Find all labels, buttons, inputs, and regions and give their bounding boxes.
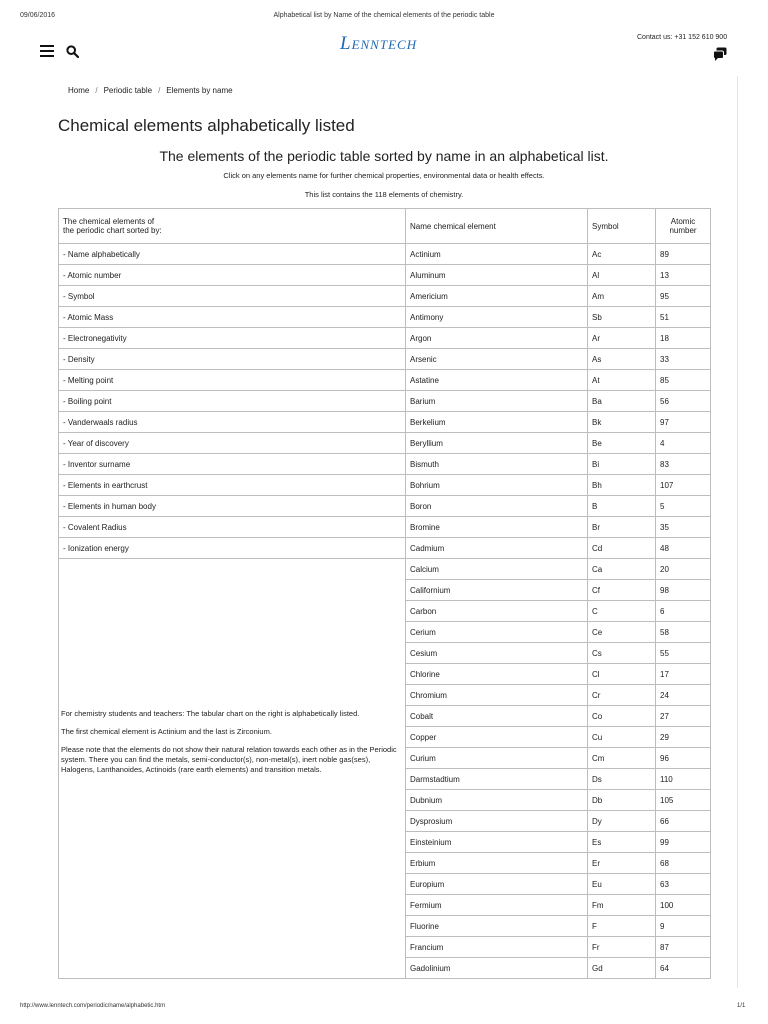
element-name-link[interactable]: Francium xyxy=(406,937,588,958)
sort-option-link[interactable]: - Elements in human body xyxy=(59,496,406,517)
table-row xyxy=(59,244,711,265)
print-title: Alphabetical list by Name of the chemical elements of the periodic table xyxy=(273,12,495,19)
element-symbol: At xyxy=(588,370,656,391)
element-atomic-number: 95 xyxy=(656,286,711,307)
element-name-link[interactable]: Bromine xyxy=(406,517,588,538)
sort-option-link[interactable]: - Elements in earthcrust xyxy=(59,475,406,496)
elements-table xyxy=(58,208,711,979)
table-row xyxy=(59,454,711,475)
table-row xyxy=(59,286,711,307)
element-symbol: Ce xyxy=(588,622,656,643)
element-name-link[interactable]: Dysprosium xyxy=(406,811,588,832)
intro-note: Click on any elements name for further chemical properties, environmental data or health effects. xyxy=(223,171,545,180)
breadcrumb: Home / Periodic table / Elements by name xyxy=(68,86,233,95)
element-atomic-number: 51 xyxy=(656,307,711,328)
element-name-link[interactable]: Beryllium xyxy=(406,433,588,454)
element-atomic-number: 98 xyxy=(656,580,711,601)
element-atomic-number: 105 xyxy=(656,790,711,811)
element-symbol: Co xyxy=(588,706,656,727)
element-atomic-number: 63 xyxy=(656,874,711,895)
element-name-link[interactable]: Fermium xyxy=(406,895,588,916)
sort-option-link[interactable]: - Density xyxy=(59,349,406,370)
page-title: Chemical elements alphabetically listed xyxy=(58,116,355,135)
element-symbol: Sb xyxy=(588,307,656,328)
element-name-link[interactable]: Boron xyxy=(406,496,588,517)
table-row xyxy=(59,412,711,433)
element-symbol: Ds xyxy=(588,769,656,790)
element-atomic-number: 64 xyxy=(656,958,711,979)
element-symbol: Be xyxy=(588,433,656,454)
table-row xyxy=(59,349,711,370)
symbol-column-header: Symbol xyxy=(588,209,656,244)
sort-option-link[interactable]: - Ionization energy xyxy=(59,538,406,559)
element-name-link[interactable]: Einsteinium xyxy=(406,832,588,853)
sort-option-link[interactable]: - Boiling point xyxy=(59,391,406,412)
element-atomic-number: 68 xyxy=(656,853,711,874)
table-row xyxy=(59,559,711,580)
sort-option-link[interactable]: - Vanderwaals radius xyxy=(59,412,406,433)
element-name-link[interactable]: Chromium xyxy=(406,685,588,706)
element-name-link[interactable]: Americium xyxy=(406,286,588,307)
element-symbol: Fr xyxy=(588,937,656,958)
sort-option-link[interactable]: - Year of discovery xyxy=(59,433,406,454)
element-symbol: Bi xyxy=(588,454,656,475)
element-symbol: Ca xyxy=(588,559,656,580)
element-atomic-number: 20 xyxy=(656,559,711,580)
element-name-link[interactable]: Curium xyxy=(406,748,588,769)
element-symbol: Ac xyxy=(588,244,656,265)
element-atomic-number: 35 xyxy=(656,517,711,538)
element-symbol: Bh xyxy=(588,475,656,496)
element-name-link[interactable]: Chlorine xyxy=(406,664,588,685)
element-symbol: C xyxy=(588,601,656,622)
element-name-link[interactable]: Dubnium xyxy=(406,790,588,811)
element-name-link[interactable]: Fluorine xyxy=(406,916,588,937)
element-symbol: Cf xyxy=(588,580,656,601)
element-atomic-number: 6 xyxy=(656,601,711,622)
footer-page-number: 1/1 xyxy=(737,1003,746,1009)
table-row xyxy=(59,265,711,286)
element-atomic-number: 55 xyxy=(656,643,711,664)
table-row xyxy=(59,370,711,391)
table-row xyxy=(59,433,711,454)
footer-url: http://www.lenntech.com/periodic/name/alphabetic.htm xyxy=(20,1003,166,1009)
element-symbol: Eu xyxy=(588,874,656,895)
element-atomic-number: 107 xyxy=(656,475,711,496)
element-symbol: Gd xyxy=(588,958,656,979)
element-symbol: Cr xyxy=(588,685,656,706)
element-atomic-number: 96 xyxy=(656,748,711,769)
sort-option-link[interactable]: - Symbol xyxy=(59,286,406,307)
sort-option-link[interactable]: - Melting point xyxy=(59,370,406,391)
element-symbol: Cm xyxy=(588,748,656,769)
element-name-link[interactable]: Antimony xyxy=(406,307,588,328)
element-symbol: Cu xyxy=(588,727,656,748)
element-symbol: Cd xyxy=(588,538,656,559)
element-atomic-number: 27 xyxy=(656,706,711,727)
sort-option-link[interactable]: - Inventor surname xyxy=(59,454,406,475)
element-symbol: Ba xyxy=(588,391,656,412)
breadcrumb-periodic-table[interactable]: Periodic table xyxy=(103,86,153,95)
sort-option-link[interactable]: - Covalent Radius xyxy=(59,517,406,538)
table-header-row xyxy=(59,209,711,244)
element-name-link[interactable]: Cadmium xyxy=(406,538,588,559)
element-count-note: This list contains the 118 elements of chemistry. xyxy=(304,190,464,199)
element-atomic-number: 4 xyxy=(656,433,711,454)
element-atomic-number: 58 xyxy=(656,622,711,643)
print-header xyxy=(0,12,768,22)
element-symbol: Db xyxy=(588,790,656,811)
element-name-link[interactable]: Cesium xyxy=(406,643,588,664)
table-row xyxy=(59,496,711,517)
element-symbol: Am xyxy=(588,286,656,307)
element-atomic-number: 17 xyxy=(656,664,711,685)
element-name-link[interactable]: Californium xyxy=(406,580,588,601)
element-atomic-number: 83 xyxy=(656,454,711,475)
element-symbol: Fm xyxy=(588,895,656,916)
print-date: 09/06/2016 xyxy=(20,12,56,19)
description-paragraph: For chemistry students and teachers: The tabular chart on the right is alphabetically listed. xyxy=(61,709,360,718)
element-symbol: Br xyxy=(588,517,656,538)
element-atomic-number: 13 xyxy=(656,265,711,286)
table-row xyxy=(59,391,711,412)
element-atomic-number: 100 xyxy=(656,895,711,916)
element-atomic-number: 24 xyxy=(656,685,711,706)
element-atomic-number: 29 xyxy=(656,727,711,748)
element-name-link[interactable]: Europium xyxy=(406,874,588,895)
element-name-link[interactable]: Bohrium xyxy=(406,475,588,496)
element-name-link[interactable]: Actinium xyxy=(406,244,588,265)
contact-phone[interactable]: Contact us: +31 152 610 900 xyxy=(637,34,728,41)
menu-icon[interactable] xyxy=(40,45,54,59)
sort-option-link[interactable]: - Electronegativity xyxy=(59,328,406,349)
element-atomic-number: 18 xyxy=(656,328,711,349)
element-symbol: F xyxy=(588,916,656,937)
atomic-number-column-header: Atomic number xyxy=(656,209,711,244)
element-symbol: Bk xyxy=(588,412,656,433)
table-row xyxy=(59,328,711,349)
element-symbol: Es xyxy=(588,832,656,853)
element-name-link[interactable]: Carbon xyxy=(406,601,588,622)
element-name-link[interactable]: Darmstadtium xyxy=(406,769,588,790)
element-atomic-number: 110 xyxy=(656,769,711,790)
table-row xyxy=(59,538,711,559)
sort-option-link[interactable]: - Name alphabetically xyxy=(59,244,406,265)
breadcrumb-home[interactable]: Home xyxy=(68,86,90,95)
chat-icon[interactable] xyxy=(713,47,727,61)
element-symbol: Cl xyxy=(588,664,656,685)
sort-option-link[interactable]: - Atomic Mass xyxy=(59,307,406,328)
element-atomic-number: 85 xyxy=(656,370,711,391)
description-cell xyxy=(59,559,406,979)
sort-by-header: The chemical elements of the periodic chart sorted by: xyxy=(59,209,406,244)
element-name-link[interactable]: Cerium xyxy=(406,622,588,643)
element-name-link[interactable]: Calcium xyxy=(406,559,588,580)
page-subtitle: The elements of the periodic table sorted by name in an alphabetical list. xyxy=(159,148,609,164)
element-symbol: Ar xyxy=(588,328,656,349)
element-symbol: B xyxy=(588,496,656,517)
description-paragraph: The first chemical element is Actinium and the last is Zirconium. xyxy=(61,727,272,736)
page-divider xyxy=(737,76,738,988)
element-symbol: Al xyxy=(588,265,656,286)
element-name-link[interactable]: Berkelium xyxy=(406,412,588,433)
element-atomic-number: 9 xyxy=(656,916,711,937)
element-name-link[interactable]: Arsenic xyxy=(406,349,588,370)
element-name-link[interactable]: Astatine xyxy=(406,370,588,391)
element-name-link[interactable]: Aluminum xyxy=(406,265,588,286)
element-name-link[interactable]: Bismuth xyxy=(406,454,588,475)
table-row xyxy=(59,517,711,538)
lenntech-logo[interactable]: Lenntech xyxy=(340,33,418,54)
element-name-link[interactable]: Argon xyxy=(406,328,588,349)
element-symbol: Dy xyxy=(588,811,656,832)
element-atomic-number: 97 xyxy=(656,412,711,433)
table-row xyxy=(59,475,711,496)
name-column-header: Name chemical element xyxy=(406,209,588,244)
element-atomic-number: 87 xyxy=(656,937,711,958)
element-name-link[interactable]: Cobalt xyxy=(406,706,588,727)
search-icon[interactable] xyxy=(66,45,79,58)
element-name-link[interactable]: Copper xyxy=(406,727,588,748)
sort-option-link[interactable]: - Atomic number xyxy=(59,265,406,286)
element-atomic-number: 89 xyxy=(656,244,711,265)
element-atomic-number: 56 xyxy=(656,391,711,412)
element-atomic-number: 5 xyxy=(656,496,711,517)
element-atomic-number: 66 xyxy=(656,811,711,832)
element-symbol: Er xyxy=(588,853,656,874)
breadcrumb-current: Elements by name xyxy=(166,86,233,95)
table-row xyxy=(59,307,711,328)
element-name-link[interactable]: Gadolinium xyxy=(406,958,588,979)
element-symbol: Cs xyxy=(588,643,656,664)
element-atomic-number: 48 xyxy=(656,538,711,559)
element-name-link[interactable]: Erbium xyxy=(406,853,588,874)
element-symbol: As xyxy=(588,349,656,370)
description-paragraph: Please note that the elements do not show their natural relation towards each other as in the Periodic system. There you can find the metals, semi-conductor(s), non-metal(s), inert noble gas(ses), Halogens, Lanthanoides, Actinoids (rare earth elements) and transition metals. xyxy=(61,745,397,774)
element-atomic-number: 99 xyxy=(656,832,711,853)
element-name-link[interactable]: Barium xyxy=(406,391,588,412)
element-atomic-number: 33 xyxy=(656,349,711,370)
